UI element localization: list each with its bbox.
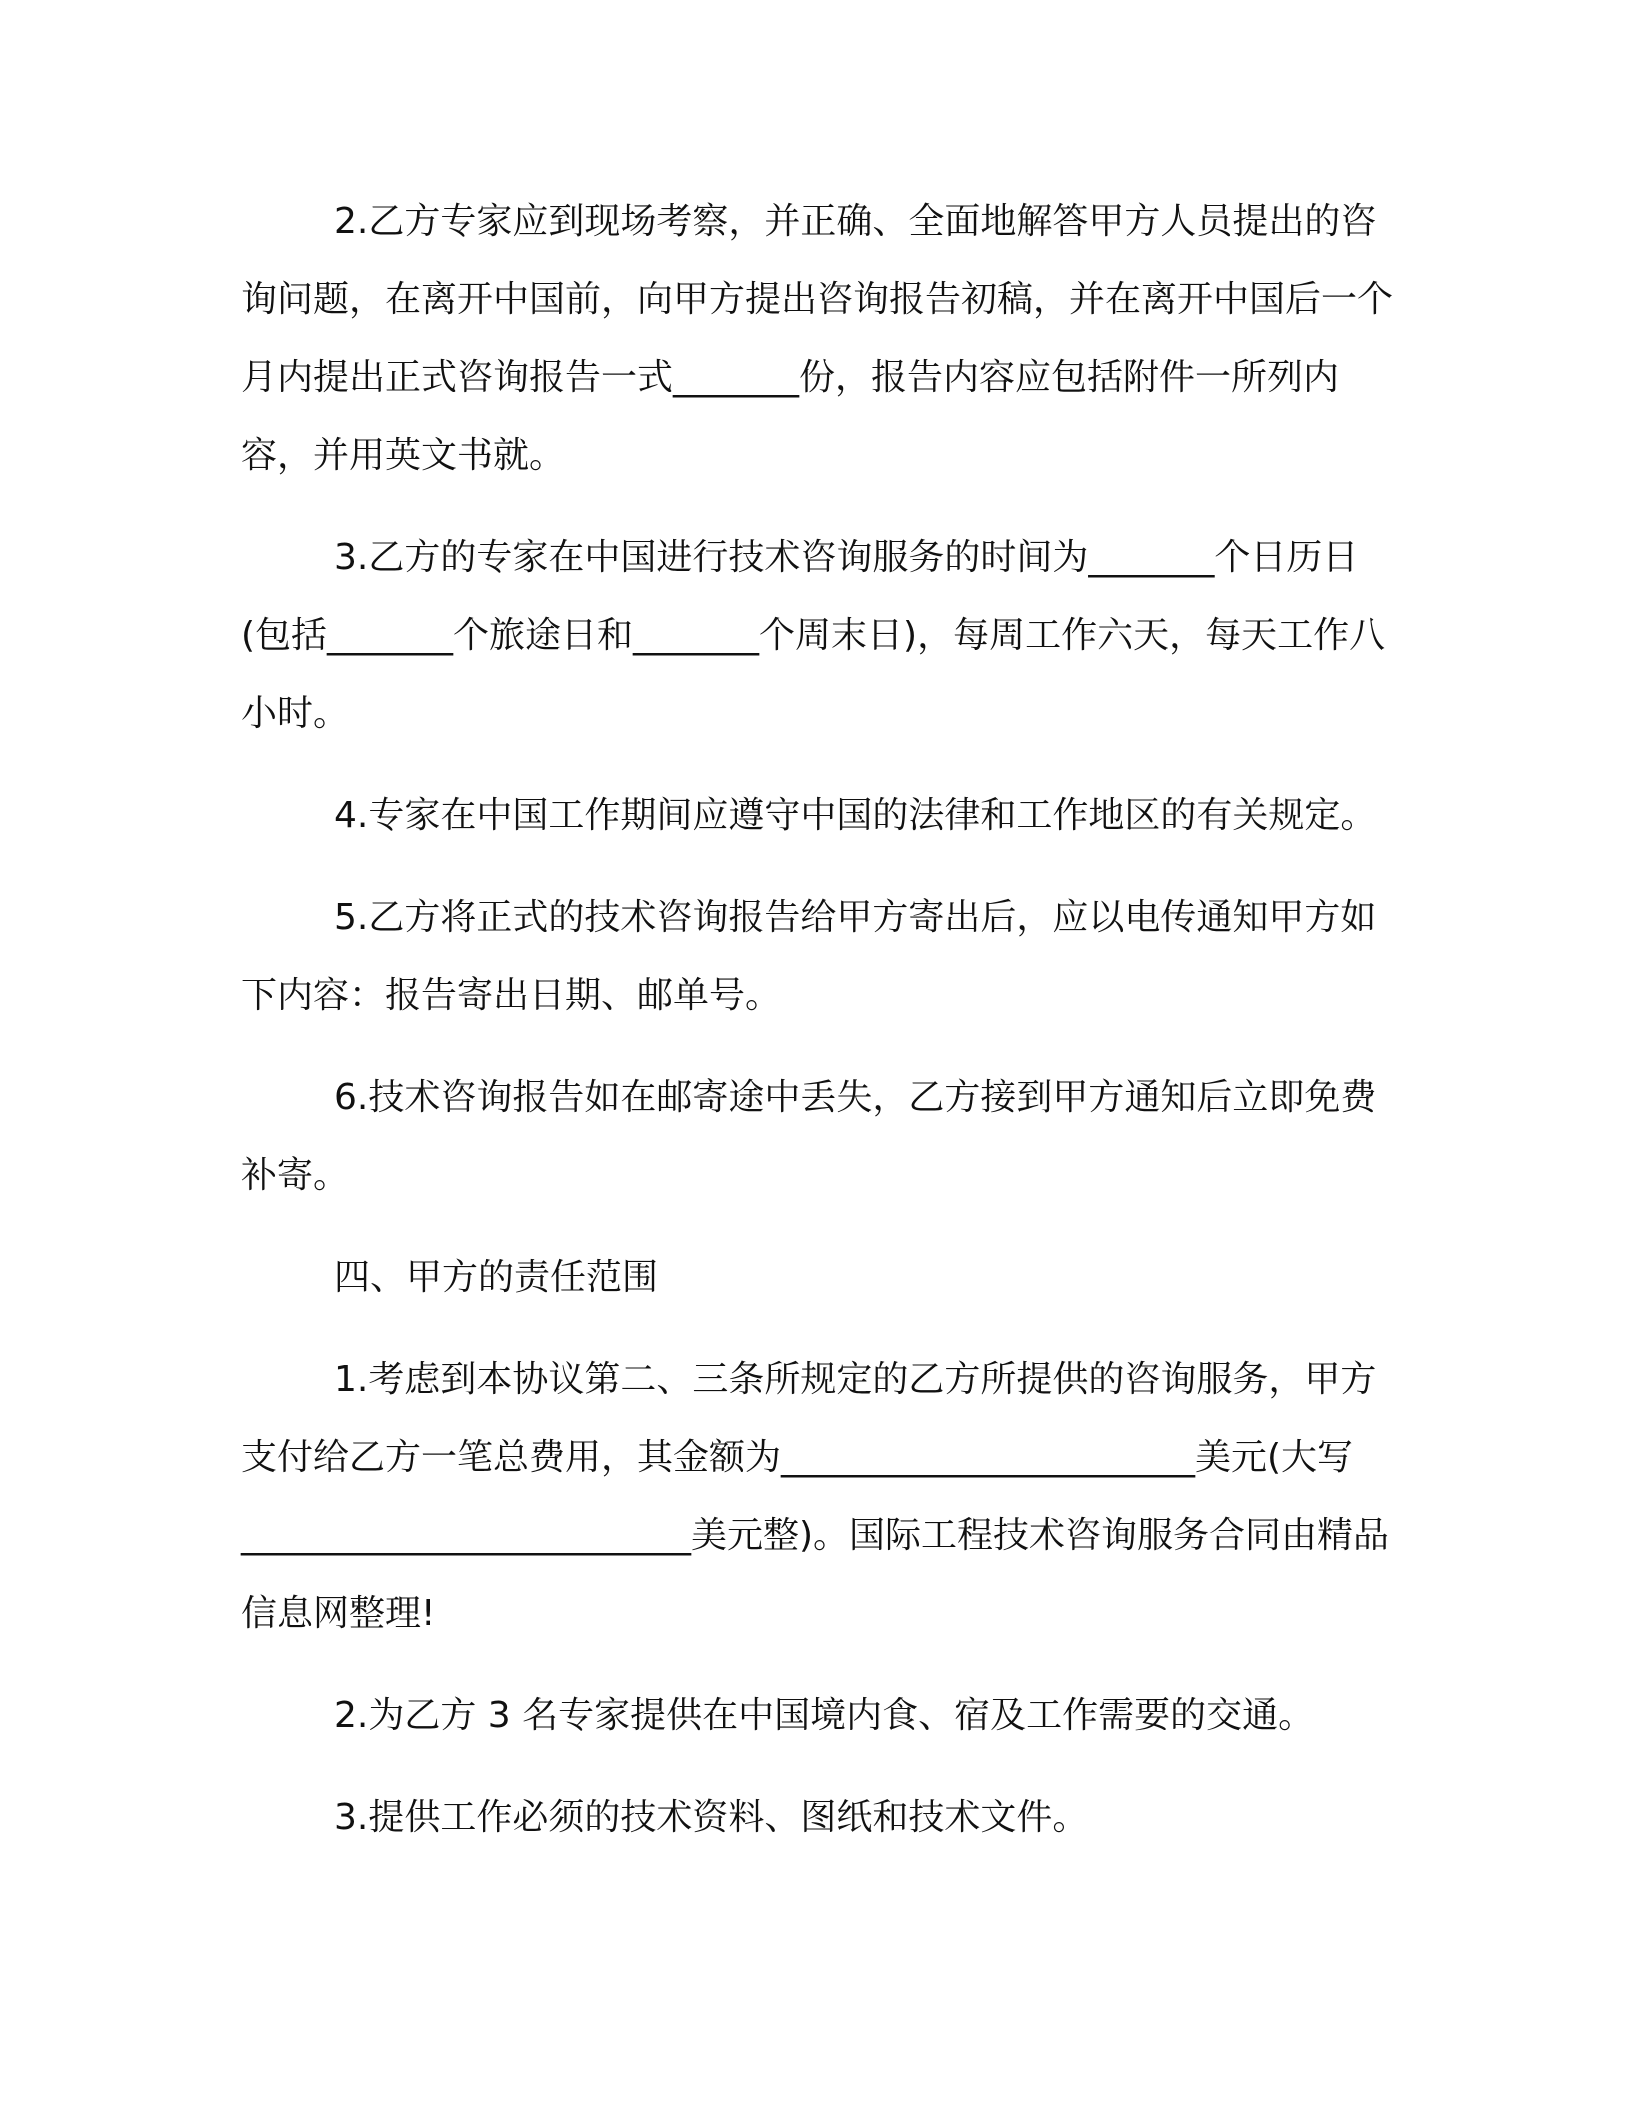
clause-4-1: 1.考虑到本协议第二、三条所规定的乙方所提供的咨询服务，甲方支付给乙方一笔总费用，其金额为_______________________美元(大写_________________________美元整)。国际工程技术咨询服务合同由精品信息网整理! (241, 1359, 1390, 1634)
clause-3-3: 3.乙方的专家在中国进行技术咨询服务的时间为_______个日历日(包括_______个旅途日和_______个周末日)，每周工作六天，每天工作八小时。 (241, 537, 1386, 734)
clause-3-2: 2.乙方专家应到现场考察，并正确、全面地解答甲方人员提出的咨询问题，在离开中国前，向甲方提出咨询报告初稿，并在离开中国后一个月内提出正式咨询报告一式_______份，报告内容应包括附件一所列内容，并用英文书就。 (241, 201, 1394, 476)
clause-4-3: 3.提供工作必须的技术资料、图纸和技术文件。 (334, 1797, 1089, 1838)
document-body (241, 183, 1403, 1881)
clause-3-4: 4.专家在中国工作期间应遵守中国的法律和工作地区的有关规定。 (334, 795, 1377, 836)
clause-3-5: 5.乙方将正式的技术咨询报告给甲方寄出后，应以电传通知甲方如下内容：报告寄出日期、邮单号。 (241, 897, 1377, 1016)
clause-3-6: 6.技术咨询报告如在邮寄途中丢失，乙方接到甲方通知后立即免费补寄。 (241, 1077, 1377, 1196)
section-heading-4: 四、甲方的责任范围 (334, 1257, 659, 1298)
clause-4-2: 2.为乙方 3 名专家提供在中国境内食、宿及工作需要的交通。 (334, 1695, 1315, 1736)
